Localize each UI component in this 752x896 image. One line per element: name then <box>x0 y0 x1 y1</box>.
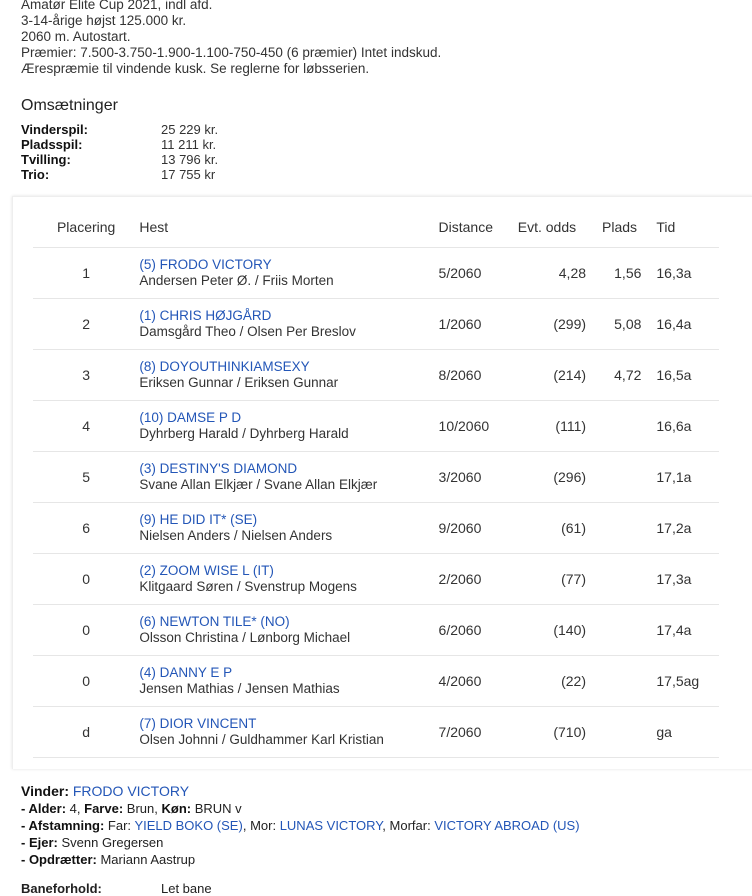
plads-cell: 5,08 <box>598 299 656 350</box>
afstamning-label: - Afstamning: <box>21 818 105 833</box>
alder-value: 4, <box>69 801 81 816</box>
race-info-line: Ærespræmie til vindende kusk. Se reglerne for løbsserien. <box>21 61 370 76</box>
result-row <box>33 605 719 656</box>
driver-trainer: Olsson Christina / Lønborg Michael <box>139 630 351 645</box>
driver-trainer: Klitgaard Søren / Svenstrup Mogens <box>139 579 357 594</box>
plads-cell: 4,72 <box>598 350 656 401</box>
placering-cell: 0 <box>33 554 139 605</box>
turnover-label: Trio: <box>21 167 50 182</box>
result-row <box>33 554 719 605</box>
horse-cell <box>139 452 438 503</box>
header-placering: Placering <box>33 207 139 248</box>
turnover-label: Vinderspil: <box>21 122 88 137</box>
horse-link[interactable]: (1) CHRIS HØJGÅRD <box>139 308 272 323</box>
horse-link[interactable]: (2) ZOOM WISE L (IT) <box>139 563 274 578</box>
distance-cell: 10/2060 <box>439 401 518 452</box>
odds-cell: (61) <box>518 503 598 554</box>
plads-cell <box>598 554 656 605</box>
placering-cell: 1 <box>33 248 139 299</box>
horse-link[interactable]: (7) DIOR VINCENT <box>139 716 257 731</box>
tid-cell: 17,5ag <box>656 656 719 707</box>
results-table <box>33 207 719 758</box>
placering-cell: 3 <box>33 350 139 401</box>
turnover-label: Pladsspil: <box>21 137 83 152</box>
driver-trainer: Andersen Peter Ø. / Friis Morten <box>139 273 334 288</box>
winner-breeder-line <box>21 851 580 868</box>
header-tid: Tid <box>656 207 719 248</box>
odds-cell: (22) <box>518 656 598 707</box>
turnover-value: 13 796 kr. <box>161 152 219 167</box>
horse-link[interactable]: (8) DOYOUTHINKIAMSEXY <box>139 359 310 374</box>
tid-cell: 16,4a <box>656 299 719 350</box>
horse-link[interactable]: (4) DANNY E P <box>139 665 233 680</box>
morfar-label: Morfar: <box>389 818 431 833</box>
placering-cell: 5 <box>33 452 139 503</box>
distance-cell: 6/2060 <box>439 605 518 656</box>
result-row <box>33 503 719 554</box>
driver-trainer: Eriksen Gunnar / Eriksen Gunnar <box>139 375 339 390</box>
turnover-row <box>21 152 218 167</box>
mor-link[interactable]: LUNAS VICTORY <box>279 818 383 833</box>
distance-cell: 2/2060 <box>439 554 518 605</box>
distance-cell: 9/2060 <box>439 503 518 554</box>
race-info-line: 2060 m. Autostart. <box>21 29 131 44</box>
turnover-row <box>21 167 218 182</box>
odds-cell: (77) <box>518 554 598 605</box>
distance-cell: 4/2060 <box>439 656 518 707</box>
placering-cell: 6 <box>33 503 139 554</box>
baneforhold-value: Let bane <box>161 881 212 896</box>
baneforhold-label: Baneforhold: <box>21 881 102 896</box>
header-odds: Evt. odds <box>518 207 598 248</box>
driver-trainer: Damsgård Theo / Olsen Per Breslov <box>139 324 356 339</box>
farve-value: Brun, <box>126 801 158 816</box>
turnover-label: Tvilling: <box>21 152 71 167</box>
race-info-line: 3-14-årige højst 125.000 kr. <box>21 13 187 28</box>
placering-cell: 4 <box>33 401 139 452</box>
placering-cell: 0 <box>33 605 139 656</box>
result-row <box>33 248 719 299</box>
opdraetter-label: - Opdrætter: <box>21 852 97 867</box>
horse-link[interactable]: (3) DESTINY'S DIAMOND <box>139 461 298 476</box>
horse-cell <box>139 707 438 758</box>
horse-cell <box>139 350 438 401</box>
results-card <box>12 196 752 769</box>
plads-cell <box>598 503 656 554</box>
horse-cell <box>139 299 438 350</box>
distance-cell: 5/2060 <box>439 248 518 299</box>
mor-label: Mor: <box>250 818 277 833</box>
driver-trainer: Svane Allan Elkjær / Svane Allan Elkjær <box>139 477 378 492</box>
plads-cell <box>598 401 656 452</box>
tid-cell: 17,2a <box>656 503 719 554</box>
results-body <box>33 248 719 758</box>
winner-owner-line <box>21 834 580 851</box>
horse-cell <box>139 248 438 299</box>
driver-trainer: Olsen Johnni / Guldhammer Karl Kristian <box>139 732 384 747</box>
tid-cell: 16,3a <box>656 248 719 299</box>
odds-cell: (710) <box>518 707 598 758</box>
odds-cell: (140) <box>518 605 598 656</box>
winner-age-line <box>21 800 580 817</box>
distance-cell: 3/2060 <box>439 452 518 503</box>
winner-pedigree-line: - Afstamning: Far: YIELD BOKO (SE), Mor: LUNAS VICTORY, Morfar: VICTORY ABROAD (US) <box>21 818 580 833</box>
plads-cell <box>598 605 656 656</box>
result-row <box>33 299 719 350</box>
header-plads: Plads <box>598 207 656 248</box>
header-distance: Distance <box>439 207 518 248</box>
odds-cell: (299) <box>518 299 598 350</box>
result-row <box>33 656 719 707</box>
winner-line <box>21 783 580 800</box>
distance-cell: 8/2060 <box>439 350 518 401</box>
baneforhold <box>21 881 212 896</box>
ejer-label: - Ejer: <box>21 835 58 850</box>
winner-horse-link[interactable]: FRODO VICTORY <box>72 783 190 799</box>
farve-label: Farve: <box>84 801 124 816</box>
driver-trainer: Nielsen Anders / Nielsen Anders <box>139 528 333 543</box>
turnover-list <box>21 122 218 182</box>
horse-cell <box>139 401 438 452</box>
tid-cell: 16,6a <box>656 401 719 452</box>
turnover-value: 11 211 kr. <box>161 137 217 152</box>
placering-cell: 0 <box>33 656 139 707</box>
tid-cell: 17,4a <box>656 605 719 656</box>
far-label: Far: <box>107 818 132 833</box>
placering-cell: d <box>33 707 139 758</box>
odds-cell: (111) <box>518 401 598 452</box>
race-info-line: Præmier: 7.500-3.750-1.900-1.100-750-450 (6 præmier) Intet indskud. <box>21 45 442 60</box>
distance-cell: 1/2060 <box>439 299 518 350</box>
driver-trainer: Jensen Mathias / Jensen Mathias <box>139 681 340 696</box>
turnover-row <box>21 137 218 152</box>
koen-value: BRUN v <box>194 801 242 816</box>
odds-cell: (214) <box>518 350 598 401</box>
horse-link[interactable]: (10) DAMSE P D <box>139 410 242 425</box>
horse-cell <box>139 503 438 554</box>
morfar-link[interactable]: VICTORY ABROAD (US) <box>434 818 580 833</box>
odds-cell: 4,28 <box>518 248 598 299</box>
tid-cell: 17,1a <box>656 452 719 503</box>
placering-cell: 2 <box>33 299 139 350</box>
ejer-value: Svenn Gregersen <box>61 835 164 850</box>
far-link[interactable]: YIELD BOKO (SE) <box>134 818 243 833</box>
plads-cell <box>598 656 656 707</box>
driver-trainer: Dyhrberg Harald / Dyhrberg Harald <box>139 426 349 441</box>
horse-cell <box>139 605 438 656</box>
turnover-value: 25 229 kr. <box>161 122 219 137</box>
results-header-row <box>33 207 719 248</box>
turnover-row <box>21 122 218 137</box>
plads-cell <box>598 452 656 503</box>
turnover-value: 17 755 kr <box>161 167 216 182</box>
koen-label: Køn: <box>161 801 192 816</box>
alder-label: - Alder: <box>21 801 67 816</box>
distance-cell: 7/2060 <box>439 707 518 758</box>
plads-cell: 1,56 <box>598 248 656 299</box>
plads-cell <box>598 707 656 758</box>
tid-cell: 17,3a <box>656 554 719 605</box>
turnover-title: Omsætninger <box>21 97 118 114</box>
result-row <box>33 452 719 503</box>
odds-cell: (296) <box>518 452 598 503</box>
horse-cell <box>139 656 438 707</box>
opdraetter-value: Mariann Aastrup <box>100 852 196 867</box>
result-row <box>33 401 719 452</box>
horse-link[interactable]: (9) HE DID IT* (SE) <box>139 512 258 527</box>
horse-link[interactable]: (5) FRODO VICTORY <box>139 257 272 272</box>
result-row <box>33 350 719 401</box>
tid-cell: 16,5a <box>656 350 719 401</box>
winner-label: Vinder: <box>21 783 69 799</box>
race-info-line: Amatør Elite Cup 2021, indl afd. <box>21 0 213 12</box>
tid-cell: ga <box>656 707 719 758</box>
horse-link[interactable]: (6) NEWTON TILE* (NO) <box>139 614 290 629</box>
header-hest: Hest <box>139 207 438 248</box>
winner-section <box>21 783 580 868</box>
race-info <box>21 0 441 77</box>
horse-cell <box>139 554 438 605</box>
result-row <box>33 707 719 758</box>
